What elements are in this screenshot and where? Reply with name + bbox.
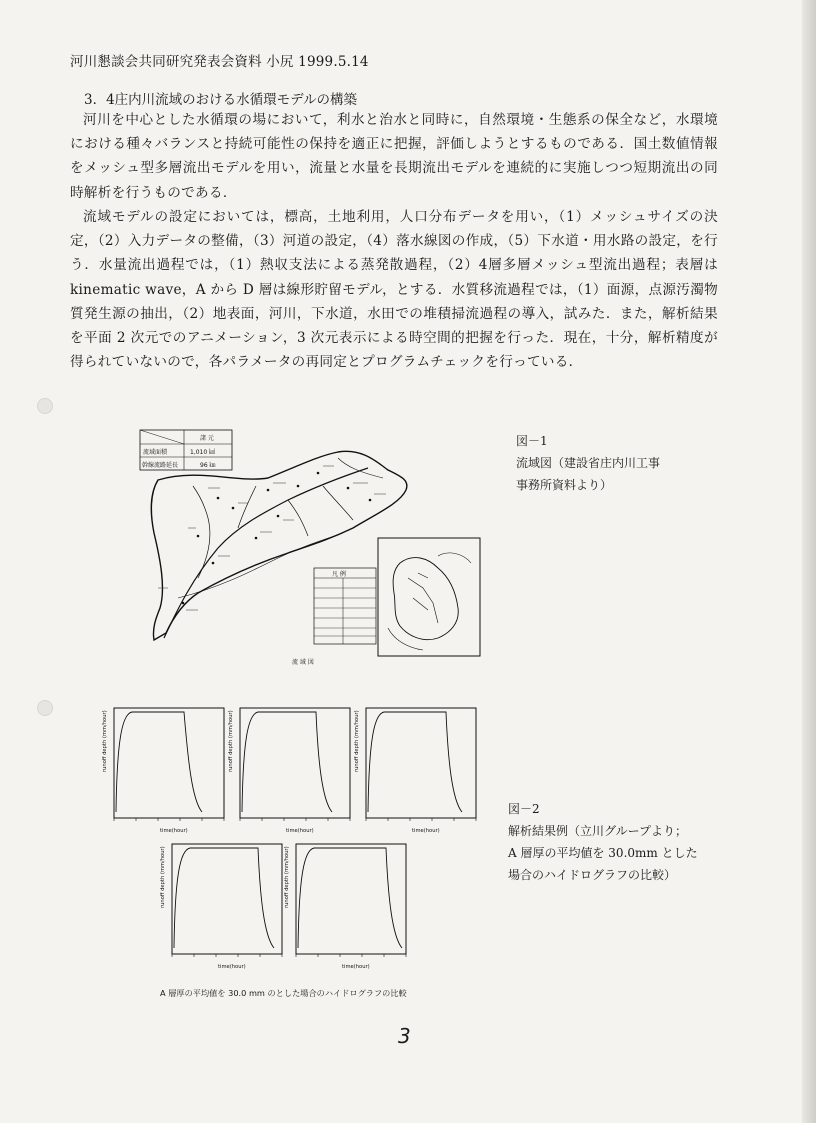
figure2-bottom-caption: A 層厚の平均値を 30.0 mm のとした場合のハイドログラフの比較 [160, 988, 407, 998]
figure1-caption [516, 430, 660, 496]
x-axis-label: time(hour) [160, 828, 188, 834]
hydrograph-panel-5 [282, 836, 414, 978]
figure1-caption-line1: 流域図（建設省庄内川工事 [516, 456, 661, 470]
place-label-marks [158, 466, 386, 610]
punch-hole [37, 700, 53, 716]
tributary [323, 486, 353, 520]
x-axis-label: time(hour) [286, 828, 314, 834]
y-axis-label: runoff depth (mm/hour) [354, 710, 360, 772]
section-title: 3．4庄内川流域のおける水循環モデルの構築 [84, 92, 358, 108]
x-axis-label: time(hour) [412, 828, 440, 834]
tributary [238, 486, 256, 528]
legend-title: 凡 例 [332, 571, 346, 578]
hydrograph-panel-4 [158, 836, 290, 978]
paragraph-1: 河川を中心とした水循環の場において，利水と治水と同時に，自然環境・生態系の保全など，水環境における種々バランスと持続可能性の保持を適正に把握，評価しようとするものである．国土数値情報をメッシュ型多層流出モデルを用い，流量と水量を長期流出モデルを連続的に実施しつつ短期流出の同時解析を行うものである． [70, 112, 718, 201]
hydrograph-panel-2 [226, 700, 358, 842]
x-axis-label: time(hour) [342, 964, 370, 970]
inset-map [378, 538, 480, 656]
figure2-caption-line2: A 層厚の平均値を 30.0mm とした [508, 846, 698, 860]
figure2-caption-line3: 場合のハイドログラフの比較） [508, 868, 677, 882]
figure2-caption-line1: 解析結果例（立川グループより； [508, 824, 688, 838]
y-axis-label: runoff depth (mm/hour) [228, 710, 234, 772]
y-axis-label: runoff depth (mm/hour) [160, 846, 166, 908]
figure2-label: 図－2 [508, 802, 540, 816]
y-axis-label: runoff depth (mm/hour) [102, 710, 108, 772]
figure1-label: 図－1 [516, 434, 548, 448]
figure1-caption-line2: 事務所資料より） [516, 478, 613, 492]
table-row1-value: 1,010 ㎢ [190, 449, 216, 456]
figure2-caption [508, 798, 698, 886]
hydrograph-panel-1 [100, 700, 232, 842]
x-axis-label: time(hour) [218, 964, 246, 970]
table-header: 諸 元 [200, 435, 214, 442]
page-edge [802, 0, 816, 1123]
page-number: 3 [398, 1024, 411, 1048]
punch-hole [37, 398, 53, 414]
spec-table [140, 430, 232, 470]
table-row2-label: 幹線流路延長 [142, 462, 179, 469]
basin-map-figure [138, 428, 498, 668]
document-header: 河川懇談会共同研究発表会資料 小尻 1999.5.14 [70, 54, 369, 70]
table-row1-label: 流域面積 [143, 449, 168, 456]
paragraph-2: 流域モデルの設定においては，標高，土地利用，人口分布データを用い，（1）メッシュサイズの決定，（2）入力データの整備，（3）河道の設定，（4）落水線図の作成，（5）下水道・用水路の設定，を行う．水量流出過程では，（1）熱収支法による蒸発散過程，（2）4層多層メッシュ型流出過程；表層は kinematic wave，A から D 層は線形貯留モデル，とする．水質移流過程では，（1）面源，点源汚濁物質発生源の抽出，（2）地表面，河川，下水道，水田での堆積掃流過程の導入，試みた．また，解析結果を平面 2 次元でのアニメーション，3 次元表示による時空間的把握を行った．現在，十分，解析精度が得られていないので，各パラメータの再同定とプログラムチェックを行っている． [70, 209, 718, 371]
map-legend [314, 568, 376, 644]
main-river [164, 468, 368, 638]
y-axis-label: runoff depth (mm/hour) [284, 846, 290, 908]
tributary [193, 486, 210, 578]
map-title: 流 域 図 [292, 659, 314, 666]
hydrograph-panel-3 [352, 700, 484, 842]
basin-outline [151, 451, 407, 640]
table-row2-value: 96 ㎞ [200, 462, 216, 469]
tributary [288, 500, 308, 536]
